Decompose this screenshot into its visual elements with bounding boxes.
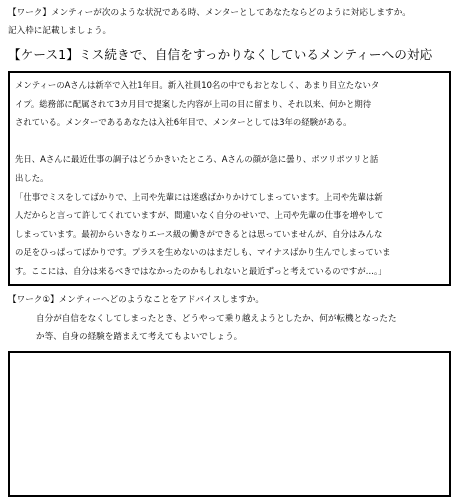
case-line: メンティーのAさんは新卒で入社1年目。新入社員10名の中でもおとなしく、あまり目立たないタ: [15, 80, 380, 90]
case-title: 【ケース1】ミス続きで、自信をすっかりなくしているメンティーへの対応: [8, 47, 433, 62]
case-line: イプ。総務部に配属されて3カ月目で提案した内容が上司の目に留まり、それ以来、何かと期待: [15, 98, 372, 109]
answer-entry-box[interactable]: [8, 351, 451, 497]
instructions-line-2: 記入枠に記載しましょう。: [8, 26, 112, 36]
case-line: の足をひっぱってばかりです。プラスを生めないのはまだしも、マイナスばかり生んでしまっていま: [15, 247, 391, 258]
paragraph-gap: [15, 132, 445, 151]
case-line: 先日、Aさんに最近仕事の調子はどうかきいたところ、Aさんの顔が急に曇り、ポツリポツリと話: [15, 154, 379, 165]
case-line: 「仕事でミスをしてばかりで、上司や先輩には迷惑ばかりかけてしまっています。上司や先輩は新: [15, 191, 383, 202]
work-hint-line-2: か等、自身の経験を踏まえて考えてもよいでしょう。: [36, 332, 243, 342]
instructions: [8, 4, 458, 40]
work-hint: [36, 310, 456, 346]
case-line: しまっています。最初からいきなりエース級の働きができるとは思っていませんが、自分はみんな: [15, 228, 383, 239]
instructions-line-1: 【ワーク】メンティーが次のような状況である時、メンターとしてあなたならどのように対応しますか。: [8, 8, 411, 18]
case-line: す。ここには、自分は来るべきではなかったのかもしれないと最近ずっと考えているのですが…。」: [15, 265, 387, 276]
case-line: 出した。: [15, 172, 49, 183]
case-description-box: [8, 71, 451, 286]
case-line: 人だからと言って許してくれていますが、間違いなく自分のせいで、上司や先輩の仕事を増やして: [15, 210, 384, 221]
case-line: されている。メンターであるあなたは入社6年目で、メンターとしては3年の経験がある。: [15, 117, 352, 128]
work-hint-line-1: 自分が自信をなくしてしまったとき、どうやって乗り越えようとしたか、何が転機となったた: [36, 314, 397, 324]
work-title: 【ワーク①】メンティーへどのようなことをアドバイスしますか。: [8, 295, 264, 305]
